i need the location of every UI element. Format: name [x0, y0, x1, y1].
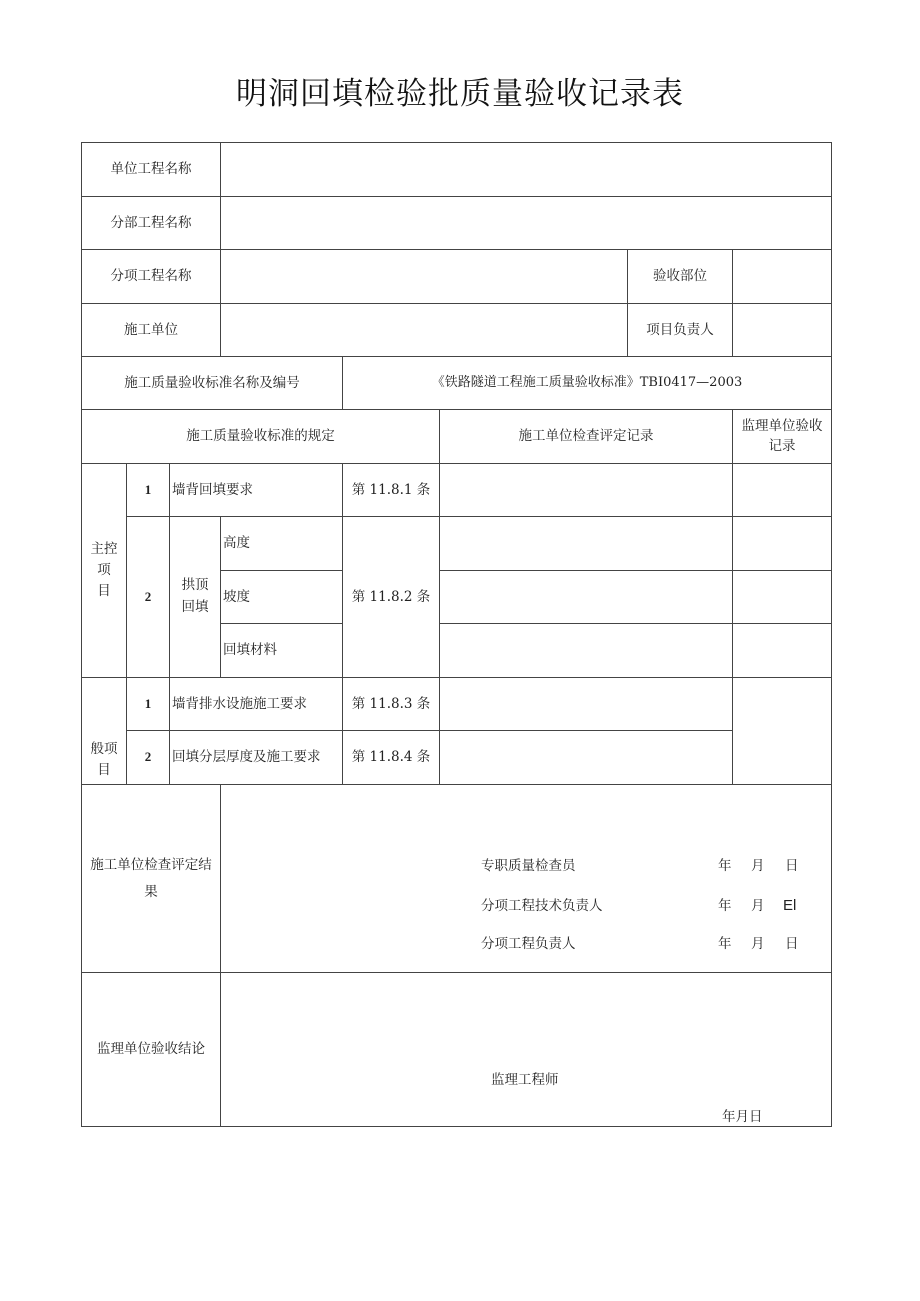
item-project-value[interactable] — [221, 250, 628, 304]
supervisor-engineer-label: 监理工程师 — [491, 1072, 559, 1088]
main-item-2-sub-3-record[interactable] — [440, 624, 733, 678]
division-project-value[interactable] — [221, 197, 832, 250]
supervisor-conclusion-label: 监理单位验收结论 — [82, 973, 221, 1127]
general-item-2-clause: 第 11.8.4 条 — [343, 731, 440, 785]
general-item-1-no: 1 — [127, 678, 170, 731]
inspection-form — [81, 142, 832, 1127]
tech-leader-year: 年 — [718, 898, 732, 914]
item-leader-label: 分项工程负责人 — [481, 936, 576, 952]
tech-leader-label: 分项工程技术负责人 — [481, 898, 603, 914]
item-leader-month: 月 — [751, 936, 765, 952]
main-item-2-sub-material: 回填材料 — [221, 624, 343, 678]
main-item-1-no: 1 — [127, 464, 170, 517]
unit-project-value[interactable] — [221, 143, 832, 197]
item-leader-year: 年 — [718, 936, 732, 952]
contractor-result-label: 施工单位检查评定结 果 — [82, 785, 221, 973]
contractor-record-header: 施工单位检查评定记录 — [440, 410, 733, 464]
main-item-2-name: 拱顶 回填 — [170, 517, 221, 678]
unit-project-label: 单位工程名称 — [82, 143, 221, 197]
main-control-group-label: 主控 项 目 — [82, 464, 127, 678]
acceptance-part-value[interactable] — [733, 250, 832, 304]
general-supervisor-record[interactable] — [733, 678, 832, 785]
main-item-1-name: 墙背回填要求 — [170, 464, 343, 517]
page-title: 明洞回填检验批质量验收记录表 — [236, 76, 684, 112]
main-item-2-sub-3-supervisor[interactable] — [733, 624, 832, 678]
supervisor-conclusion-area[interactable] — [221, 973, 832, 1127]
contractor-value[interactable] — [221, 304, 628, 357]
quality-inspector-day: 日 — [785, 858, 799, 874]
quality-inspector-label: 专职质量检查员 — [481, 858, 576, 874]
division-project-label: 分部工程名称 — [82, 197, 221, 250]
main-item-2-sub-1-record[interactable] — [440, 517, 733, 571]
contractor-label: 施工单位 — [82, 304, 221, 357]
acceptance-part-label: 验收部位 — [628, 250, 733, 304]
standard-name-label: 施工质量验收标准名称及编号 — [82, 357, 343, 410]
main-item-1-record[interactable] — [440, 464, 733, 517]
project-leader-label: 项目负责人 — [628, 304, 733, 357]
quality-inspector-month: 月 — [751, 858, 765, 874]
main-item-1-clause: 第 11.8.1 条 — [343, 464, 440, 517]
project-leader-value[interactable] — [733, 304, 832, 357]
general-group-label: 般项 目 — [82, 678, 127, 785]
general-item-1-record[interactable] — [440, 678, 733, 731]
contractor-result-area[interactable] — [221, 785, 832, 973]
main-item-1-supervisor[interactable] — [733, 464, 832, 517]
main-item-2-sub-1-supervisor[interactable] — [733, 517, 832, 571]
main-item-2-sub-slope: 坡度 — [221, 571, 343, 624]
general-item-1-name: 墙背排水设施施工要求 — [170, 678, 343, 731]
tech-leader-month: 月 — [751, 898, 765, 914]
supervisor-record-header: 监理单位验收记录 — [733, 410, 832, 464]
main-item-2-sub-2-record[interactable] — [440, 571, 733, 624]
supervisor-date-label: 年月日 — [722, 1109, 763, 1125]
spec-header: 施工质量验收标准的规定 — [82, 410, 440, 464]
general-item-1-clause: 第 11.8.3 条 — [343, 678, 440, 731]
general-item-2-no: 2 — [127, 731, 170, 785]
main-item-2-sub-height: 高度 — [221, 517, 343, 571]
tech-leader-day: El — [783, 897, 797, 914]
main-item-2-clause: 第 11.8.2 条 — [343, 517, 440, 678]
general-item-2-record[interactable] — [440, 731, 733, 785]
quality-inspector-year: 年 — [718, 858, 732, 874]
main-item-2-sub-2-supervisor[interactable] — [733, 571, 832, 624]
general-item-2-name: 回填分层厚度及施工要求 — [170, 731, 343, 785]
item-project-label: 分项工程名称 — [82, 250, 221, 304]
standard-name-value: 《铁路隧道工程施工质量验收标准》TBI0417—2003 — [343, 357, 832, 410]
main-item-2-no: 2 — [127, 517, 170, 678]
item-leader-day: 日 — [785, 936, 799, 952]
